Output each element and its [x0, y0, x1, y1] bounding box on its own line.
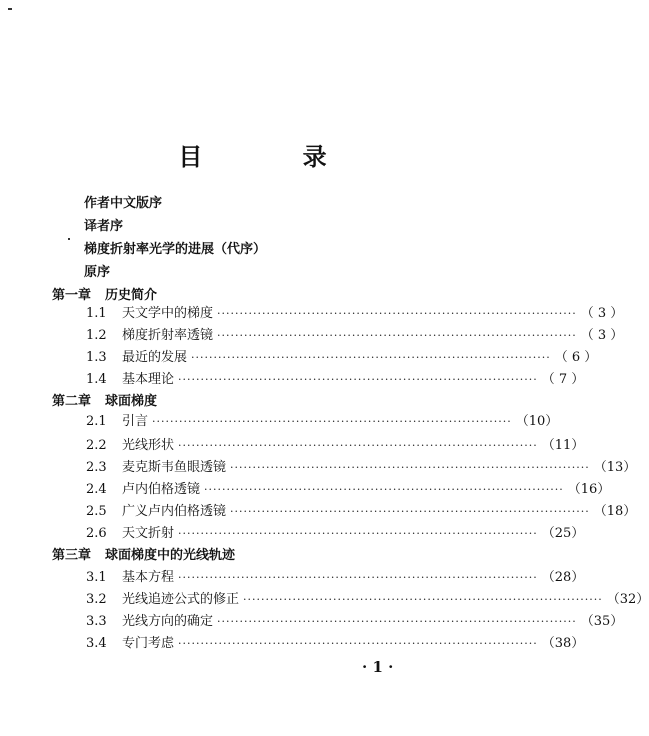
dot-leader: ················································································ [178, 637, 538, 650]
toc-entry [86, 302, 624, 321]
dot-leader: ················································································ [243, 593, 603, 606]
toc-entry [86, 368, 585, 387]
chapter-heading [52, 390, 157, 409]
section-page: （25） [541, 526, 585, 541]
front-matter-item: 原序 [84, 265, 111, 280]
dot-leader: ················································································ [191, 351, 551, 364]
section-title: 麦克斯韦鱼眼透镜 [122, 460, 227, 475]
section-title: 光线追迹公式的修正 [122, 592, 240, 607]
section-number: 2.4 [86, 482, 107, 497]
toc-entry [86, 456, 637, 475]
section-number: 2.2 [86, 438, 107, 453]
section-page: （ 7 ） [541, 372, 585, 387]
chapter-label: 第二章 [52, 394, 92, 409]
toc-entry [86, 324, 624, 343]
section-page: （38） [541, 636, 585, 651]
section-number: 1.2 [86, 328, 107, 343]
toc-entry [86, 610, 624, 629]
front-matter-item: 梯度折射率光学的进展（代序） [84, 242, 267, 257]
dot-leader: ················································································ [230, 505, 590, 518]
dot-leader: ················································································ [178, 571, 538, 584]
toc-entry [86, 566, 585, 585]
chapter-heading [52, 544, 235, 563]
section-title: 光线形状 [122, 438, 175, 453]
toc-entry [86, 632, 585, 651]
section-page: （ 3 ） [580, 306, 624, 321]
section-number: 1.3 [86, 350, 107, 365]
section-page: （28） [541, 570, 585, 585]
toc-entry [86, 434, 585, 453]
section-number: 2.1 [86, 414, 107, 429]
chapter-label: 第一章 [52, 288, 92, 303]
toc-entry [86, 410, 559, 429]
toc-entry [86, 346, 598, 365]
dot-leader: ················································································ [217, 307, 577, 320]
chapter-label: 第三章 [52, 548, 92, 563]
section-page: （18） [593, 504, 637, 519]
section-number: 2.6 [86, 526, 107, 541]
chapter-heading [52, 284, 157, 303]
dot-leader: ················································································ [217, 615, 577, 628]
dot-leader: ················································································ [178, 439, 538, 452]
section-number: 2.5 [86, 504, 107, 519]
section-page: （ 6 ） [554, 350, 598, 365]
section-title: 天文折射 [122, 526, 175, 541]
section-number: 3.1 [86, 570, 107, 585]
section-title: 梯度折射率透镜 [122, 328, 214, 343]
section-title: 广义卢内伯格透镜 [122, 504, 227, 519]
section-number: 1.1 [86, 306, 107, 321]
toc-entry [86, 588, 649, 607]
front-matter-item: 译者序 [84, 219, 124, 234]
section-title: 最近的发展 [122, 350, 188, 365]
chapter-name: 球面梯度中的光线轨迹 [105, 548, 236, 563]
section-page: （35） [580, 614, 624, 629]
dot-leader: ················································································ [217, 329, 577, 342]
section-number: 2.3 [86, 460, 107, 475]
section-number: 3.3 [86, 614, 107, 629]
section-title: 基本理论 [122, 372, 175, 387]
toc-entry [86, 500, 637, 519]
section-page: （32） [606, 592, 649, 607]
section-title: 专门考虑 [122, 636, 175, 651]
section-title: 天文学中的梯度 [122, 306, 214, 321]
section-title: 光线方向的确定 [122, 614, 214, 629]
dot-leader: ················································································ [178, 373, 538, 386]
section-title: 基本方程 [122, 570, 175, 585]
section-page: （16） [567, 482, 611, 497]
page-title: 目 录 [178, 143, 373, 171]
section-number: 3.2 [86, 592, 107, 607]
dot-leader: ················································································ [178, 527, 538, 540]
section-number: 3.4 [86, 636, 107, 651]
scan-speck [8, 8, 12, 10]
section-page: （11） [541, 438, 585, 453]
section-page: （ 3 ） [580, 328, 624, 343]
section-title: 引言 [122, 414, 149, 429]
dot-leader: ················································································ [204, 483, 564, 496]
front-matter-item: 作者中文版序 [84, 196, 163, 211]
section-page: （13） [593, 460, 637, 475]
section-title: 卢内伯格透镜 [122, 482, 201, 497]
chapter-name: 历史简介 [105, 288, 158, 303]
chapter-name: 球面梯度 [105, 394, 158, 409]
dot-leader: ················································································ [152, 415, 512, 428]
page-number: · 1 · [362, 658, 394, 676]
toc-entry [86, 478, 611, 497]
toc-entry [86, 522, 585, 541]
scan-speck [68, 238, 70, 240]
section-page: （10） [515, 414, 559, 429]
section-number: 1.4 [86, 372, 107, 387]
dot-leader: ················································································ [230, 461, 590, 474]
